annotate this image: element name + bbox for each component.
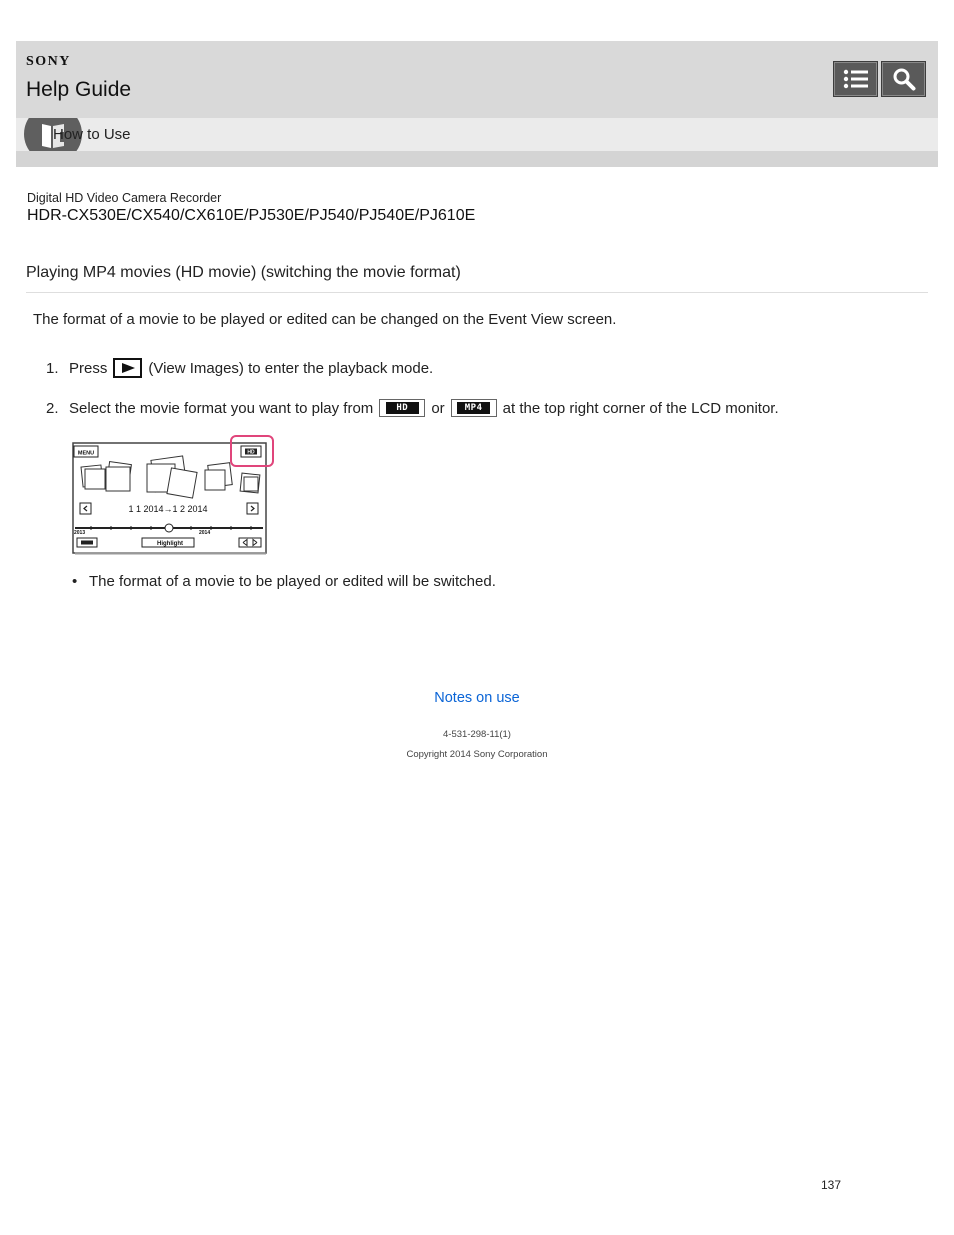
notes-on-use-link[interactable]: Notes on use [434, 690, 520, 706]
step-number: 1. [46, 359, 59, 377]
breadcrumb-how-to-use[interactable]: How to Use [53, 126, 131, 143]
step-number: 2. [46, 399, 59, 417]
step-text-after: at the top right corner of the LCD monitor. [502, 399, 779, 417]
bullet-dot: • [72, 573, 78, 590]
page-title: Playing MP4 movies (HD movie) (switching the movie format) [26, 264, 461, 281]
page-number: 137 [821, 1178, 842, 1192]
header [16, 41, 938, 118]
highlight-button: Highlight [157, 541, 183, 547]
toc-button[interactable] [833, 61, 878, 97]
step-text-before: Select the movie format you want to play from [69, 399, 374, 417]
help-guide-title[interactable]: Help Guide [26, 78, 132, 101]
product-type: Digital HD Video Camera Recorder [27, 191, 222, 205]
mp4-format-icon [451, 399, 497, 417]
intro-text: The format of a movie to be played or edited can be changed on the Event View screen. [33, 311, 617, 328]
document-code: 4-531-298-11(1) [443, 729, 511, 740]
breadcrumb [16, 118, 938, 151]
search-button[interactable] [881, 61, 926, 97]
step-text-before: Press [69, 359, 108, 377]
step-1 [46, 358, 433, 378]
timeline-year-right: 2014 [199, 530, 211, 536]
hd-format-label: HD [386, 402, 419, 414]
timeline-year-left: 2013 [74, 530, 86, 536]
date-range-label: 1 1 2014→1 2 2014 [128, 504, 208, 514]
bullet-text: The format of a movie to be played or edited will be switched. [89, 573, 496, 590]
search-icon [892, 67, 916, 91]
screen-format-label: HD [247, 449, 255, 456]
copyright: Copyright 2014 Sony Corporation [406, 749, 548, 760]
view-images-icon [113, 358, 142, 378]
brand-logo: SONY [26, 54, 71, 69]
mp4-format-label: MP4 [457, 402, 490, 414]
list-icon [843, 68, 869, 90]
step-text-middle: or [431, 399, 445, 417]
hd-format-icon [379, 399, 425, 417]
header-bottom-bar [16, 151, 938, 167]
result-bullet [72, 573, 496, 590]
product-model: HDR-CX530E/CX540/CX610E/PJ530E/PJ540/PJ540E/PJ610E [27, 207, 476, 224]
step-2 [46, 399, 779, 417]
title-divider [26, 292, 928, 293]
menu-button: MENU [77, 450, 95, 457]
step-text-after: (View Images) to enter the playback mode. [148, 359, 434, 377]
lcd-screen-illustration [71, 434, 277, 561]
